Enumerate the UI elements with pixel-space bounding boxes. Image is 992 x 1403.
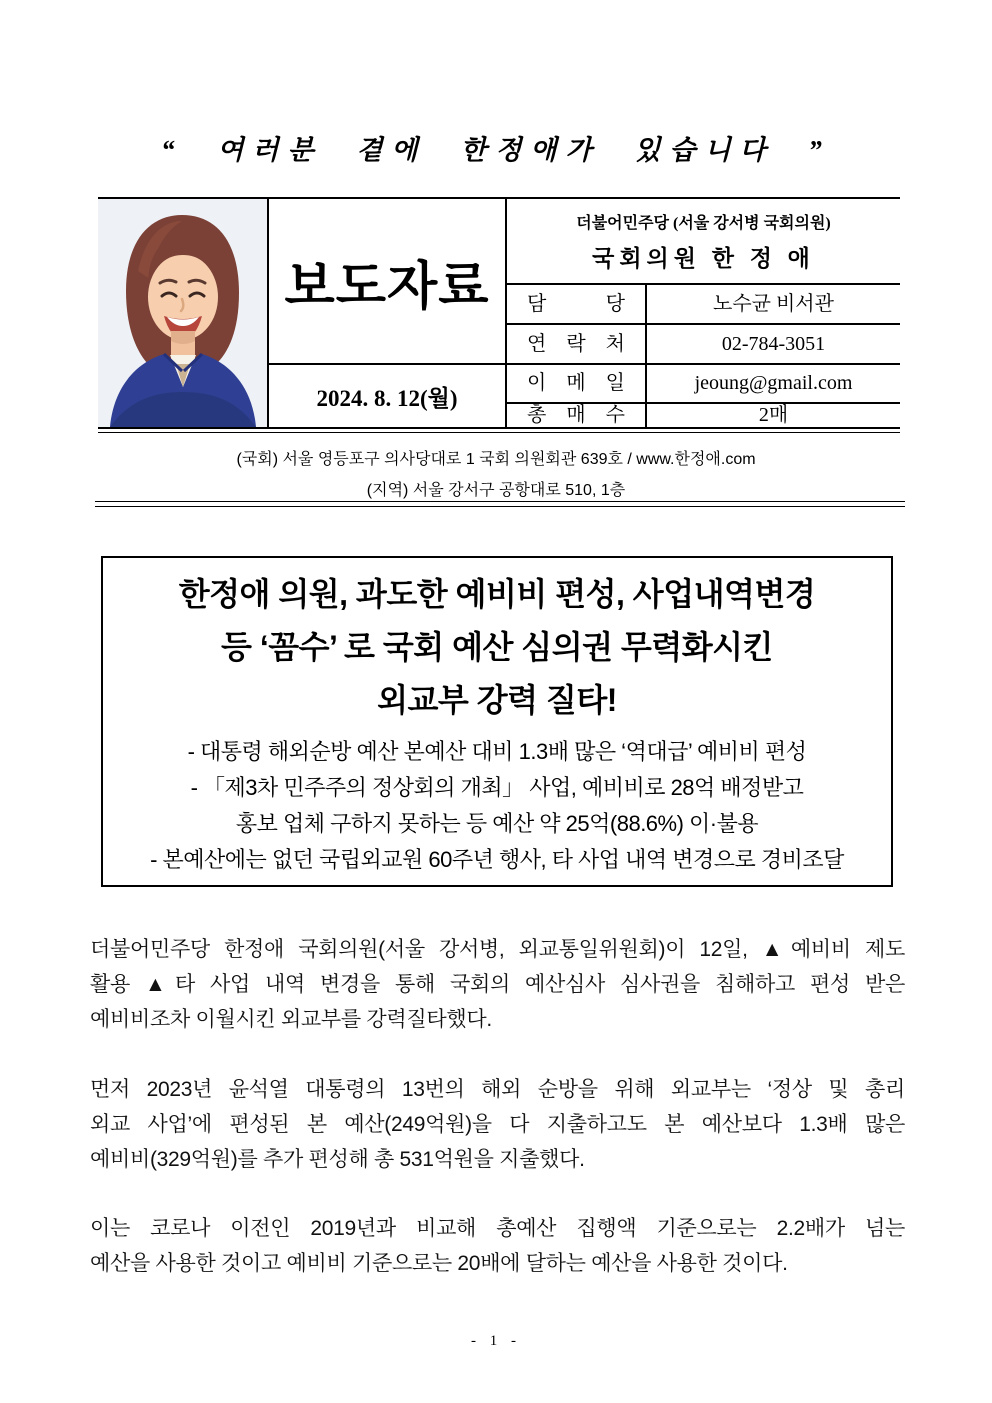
headline-title-line: 등 ‘꼼수’ 로 국회 예산 심의권 무력화시킨 xyxy=(221,629,773,665)
body-line: 활용 ▲타 사업 내역 변경을 통해 국회의 예산심사 심사권을 침해하고 편성 받은 xyxy=(90,973,905,996)
headline-bullet: - 본예산에는 없던 국립외교원 60주년 행사, 타 사업 내역 변경으로 경비조달 xyxy=(150,847,844,872)
campaign-slogan: “ 여러분 곁에 한정애가 있습니다 ” xyxy=(161,135,831,165)
contact-label-pages: 총 매 수 xyxy=(527,404,625,426)
headline-bullets xyxy=(103,734,891,878)
page-number: - 1 - xyxy=(471,1333,521,1349)
body-paragraph xyxy=(90,1211,905,1281)
doc-type-title: 보도자료 xyxy=(284,257,490,316)
contact-value-email: jeoung@gmail.com xyxy=(694,372,853,394)
release-date: 2024. 8. 12(월) xyxy=(316,385,458,411)
body-paragraph xyxy=(90,1072,905,1177)
table-bottom-border xyxy=(98,432,900,433)
body-line: 외교 사업’에 편성된 본 예산(249억원)을 다 지출하고도 본 예산보다 1.3배 많은 xyxy=(90,1113,905,1136)
table-bottom-border xyxy=(98,427,900,429)
body-line: 예산을 사용한 것이고 예비비 기준으로는 20배에 달하는 예산을 사용한 것이다. xyxy=(90,1252,788,1275)
contact-label-staff: 담 당 xyxy=(527,293,625,315)
address-district: (지역) 서울 강서구 공항대로 510, 1층 xyxy=(366,482,626,499)
address-assembly: (국회) 서울 영등포구 의사당대로 1 국회 의원회관 639호 / www.한정애.com xyxy=(236,451,756,468)
headline-bullet: 홍보 업체 구하지 못하는 등 예산 약 25억(88.6%) 이·불용 xyxy=(235,811,759,836)
member-header xyxy=(507,199,900,283)
body-paragraph xyxy=(90,932,905,1037)
contact-label-email: 이 메 일 xyxy=(527,372,625,394)
contact-label-phone: 연 락 처 xyxy=(527,333,625,355)
headline-bullet: - 대통령 해외순방 예산 본예산 대비 1.3배 많은 ‘역대급’ 예비비 편성 xyxy=(187,739,807,764)
headline-title-line: 외교부 강력 질타! xyxy=(377,682,617,718)
headline-title xyxy=(103,568,891,727)
member-name: 국회의원 한 정 애 xyxy=(592,245,815,271)
portrait-photo xyxy=(98,199,267,427)
body-line: 예비비(329억원)를 추가 편성해 총 531억원을 지출했다. xyxy=(90,1148,585,1171)
body-line: 더불어민주당 한정애 국회의원(서울 강서병, 외교통일위원회)이 12일, ▲예비비 제도 xyxy=(90,938,905,961)
masthead-table xyxy=(98,197,900,435)
party-affiliation: 더불어민주당 (서울 강서병 국회의원) xyxy=(576,214,831,232)
headline-box xyxy=(101,556,893,887)
headline-bullet: - 「제3차 민주주의 정상회의 개최」 사업, 예비비로 28억 배정받고 xyxy=(190,775,804,800)
headline-title-line: 한정애 의원, 과도한 예비비 편성, 사업내역변경 xyxy=(178,576,816,612)
contact-value-pages: 2매 xyxy=(758,404,789,426)
double-rule xyxy=(95,501,905,507)
contact-value-phone: 02-784-3051 xyxy=(721,333,826,355)
body-line: 예비비조차 이월시킨 외교부를 강력질타했다. xyxy=(90,1008,492,1031)
body-line: 먼저 2023년 윤석열 대통령의 13번의 해외 순방을 위해 외교부는 ‘정상 및 총리 xyxy=(90,1078,905,1101)
body-line: 이는 코로나 이전인 2019년과 비교해 총예산 집행액 기준으로는 2.2배가 넘는 xyxy=(90,1217,905,1240)
contact-value-staff: 노수균 비서관 xyxy=(713,293,834,315)
